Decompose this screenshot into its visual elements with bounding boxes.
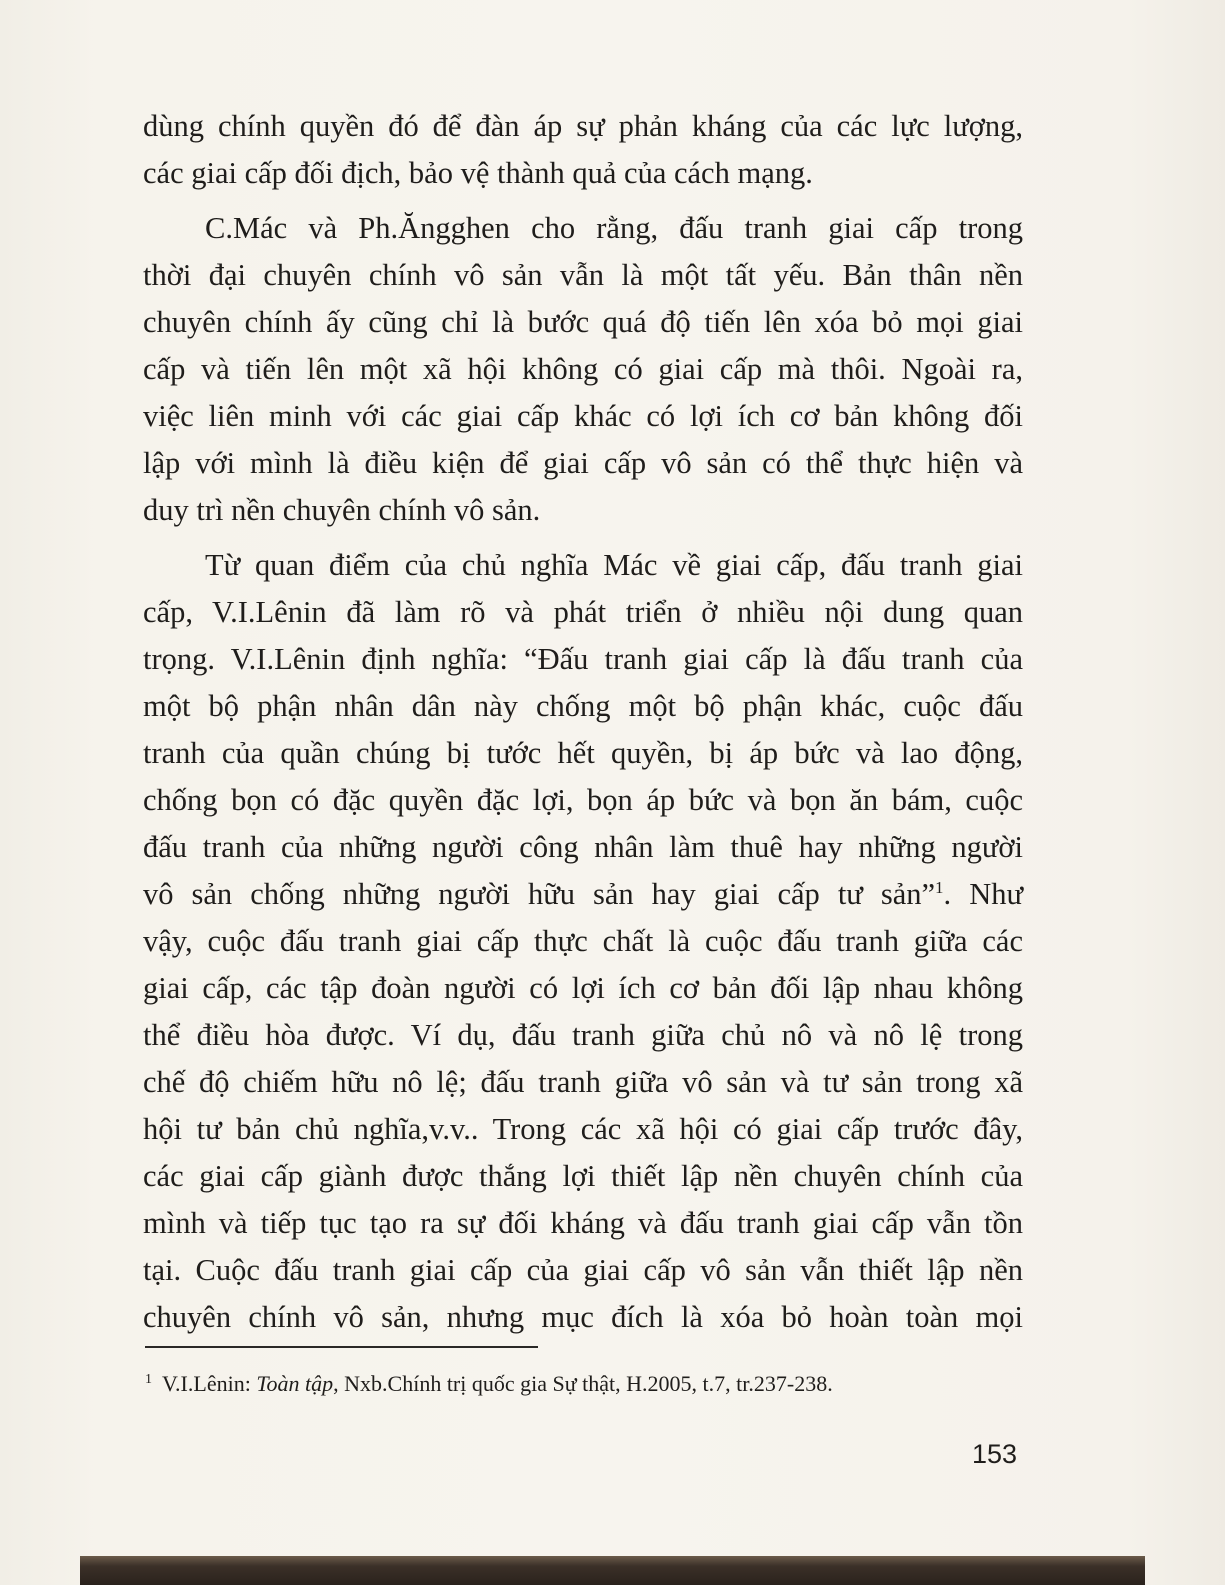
text-line: thời đại chuyên chính vô sản vẫn là một tất yếu. Bản thân nền	[143, 258, 1023, 292]
text-line-segment: vô sản chống những người hữu sản hay giai cấp tư sản”	[143, 877, 936, 911]
text-line: duy trì nền chuyên chính vô sản.	[143, 493, 541, 527]
page-number: 153	[972, 1439, 1018, 1469]
text-line: hội tư bản chủ nghĩa,v.v.. Trong các xã hội có giai cấp trước đây,	[143, 1112, 1023, 1146]
text-line: cấp, V.I.Lênin đã làm rõ và phát triển ở nhiều nội dung quan	[143, 595, 1023, 629]
footnote-author: V.I.Lênin:	[162, 1371, 257, 1396]
footnote-reference: 1	[935, 877, 944, 897]
text-line: C.Mác và Ph.Ăngghen cho rằng, đấu tranh giai cấp trong	[205, 211, 1023, 245]
text-line: trọng. V.I.Lênin định nghĩa: “Đấu tranh giai cấp là đấu tranh của	[143, 642, 1023, 676]
text-line: tranh của quần chúng bị tước hết quyền, bị áp bức và lao động,	[143, 736, 1023, 770]
text-line: chuyên chính ấy cũng chỉ là bước quá độ tiến lên xóa bỏ mọi giai	[143, 305, 1023, 339]
text-line: tại. Cuộc đấu tranh giai cấp của giai cấp vô sản vẫn thiết lập nền	[143, 1253, 1023, 1287]
footnote-marker: 1	[145, 1371, 152, 1387]
page-bottom-shadow	[80, 1556, 1145, 1585]
footnote-citation: , Nxb.Chính trị quốc gia Sự thật, H.2005, t.7, tr.237-238.	[333, 1371, 833, 1396]
text-line: thể điều hòa được. Ví dụ, đấu tranh giữa chủ nô và nô lệ trong	[143, 1018, 1023, 1052]
text-line: lập với mình là điều kiện để giai cấp vô sản có thể thực hiện và	[143, 446, 1023, 480]
footnote-divider	[145, 1346, 538, 1348]
text-line: việc liên minh với các giai cấp khác có lợi ích cơ bản không đối	[143, 399, 1023, 433]
footnote-title: Toàn tập	[256, 1371, 334, 1396]
text-line: mình và tiếp tục tạo ra sự đối kháng và đấu tranh giai cấp vẫn tồn	[143, 1206, 1023, 1240]
text-line: giai cấp, các tập đoàn người có lợi ích cơ bản đối lập nhau không	[143, 971, 1023, 1005]
text-line: dùng chính quyền đó để đàn áp sự phản kháng của các lực lượng,	[143, 109, 1023, 143]
text-line: Từ quan điểm của chủ nghĩa Mác về giai cấp, đấu tranh giai	[205, 548, 1023, 582]
text-line: một bộ phận nhân dân này chống một bộ phận khác, cuộc đấu	[143, 689, 1023, 723]
text-line: chế độ chiếm hữu nô lệ; đấu tranh giữa vô sản và tư sản trong xã	[143, 1065, 1023, 1099]
text-line: chống bọn có đặc quyền đặc lợi, bọn áp bức và bọn ăn bám, cuộc	[143, 783, 1023, 817]
text-line: chuyên chính vô sản, nhưng mục đích là xóa bỏ hoàn toàn mọi	[143, 1300, 1023, 1334]
text-line: đấu tranh của những người công nhân làm thuê hay những người	[143, 830, 1023, 864]
text-line: cấp và tiến lên một xã hội không có giai cấp mà thôi. Ngoài ra,	[143, 352, 1023, 386]
text-line-segment: . Như	[943, 877, 1023, 911]
footnote	[145, 1370, 1045, 1398]
text-line: các giai cấp đối địch, bảo vệ thành quả của cách mạng.	[143, 156, 813, 190]
text-line: các giai cấp giành được thắng lợi thiết lập nền chuyên chính của	[143, 1159, 1023, 1193]
text-line: vậy, cuộc đấu tranh giai cấp thực chất là cuộc đấu tranh giữa các	[143, 924, 1023, 958]
text-line-with-footnote	[143, 871, 1023, 918]
body-text	[143, 103, 1023, 1341]
